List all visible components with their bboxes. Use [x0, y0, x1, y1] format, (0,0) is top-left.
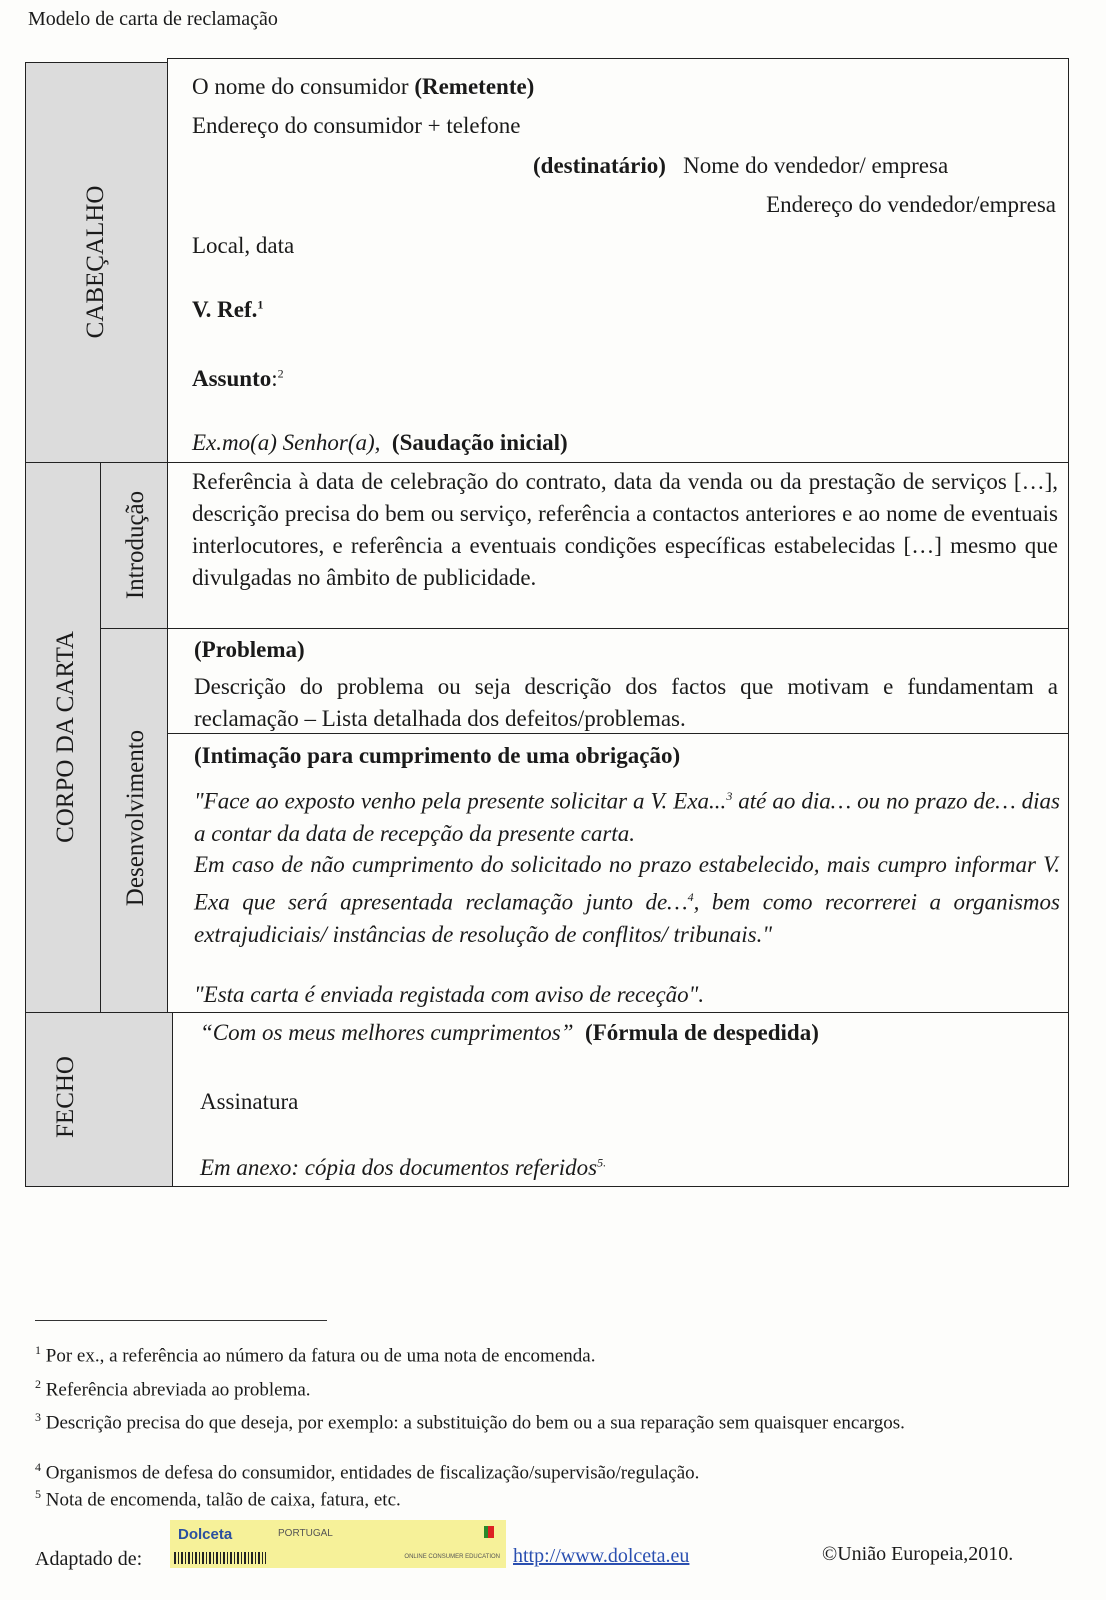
text: "Face ao exposto venho pela presente solicitar a V. Exa...: [194, 788, 727, 814]
section-introducao: [100, 462, 168, 629]
footnote-text: Referência abreviada ao problema.: [45, 1379, 311, 1401]
footnote: [35, 1460, 699, 1484]
subject-label: Assunto: [192, 366, 272, 391]
footnote-number: 2: [35, 1377, 41, 1391]
demand-paragraph-2: [194, 849, 1060, 951]
logo-subtitle: ONLINE CONSUMER EDUCATION: [404, 1554, 500, 1560]
footnote-ref: 3: [726, 789, 733, 803]
sender-address: Endereço do consumidor + telefone: [192, 113, 521, 138]
footnote-number: 1: [35, 1343, 41, 1357]
footnote-ref: 5.: [597, 1155, 607, 1170]
dolceta-link[interactable]: http://www.dolceta.eu: [513, 1545, 690, 1567]
footnote: [35, 1377, 311, 1401]
text: Em caso de não cumprimento do solicitado no prazo estabelecido, mais cumpro informar V. Exa que será apresentada reclamação junto de…: [194, 852, 1060, 915]
footnote-number: 4: [35, 1460, 41, 1474]
demand-heading: (Intimação para cumprimento de uma obrigação): [194, 743, 681, 768]
registered-note: "Esta carta é enviada registada com aviso de receção".: [194, 982, 705, 1007]
footnote-ref: 2: [277, 366, 284, 381]
section-desenvolvimento: [100, 628, 168, 1013]
intro-text: Referência à data de celebração do contrato, data da venda ou da prestação de serviços […], descrição precisa do bem ou serviço, referência a contactos anteriores e ao nome de eventuais interlocutores, e referência a eventuais condições específicas estabelecidas […] mesmo que divulgadas no âmbito de publicidade.: [192, 469, 1058, 590]
place-date: Local, data: [192, 233, 295, 258]
footnote-text: Nota de encomenda, talão de caixa, fatura, etc.: [45, 1489, 401, 1511]
recipient-tag: (destinatário): [533, 153, 666, 178]
section-fecho: [25, 1012, 173, 1187]
portugal-flag-icon: [484, 1526, 494, 1538]
sender-tag: (Remetente): [414, 74, 535, 99]
recipient-line: [533, 153, 948, 179]
demand-paragraph-1: [194, 780, 1060, 850]
footnote: [35, 1402, 1095, 1438]
greeting: Ex.mo(a) Senhor(a),: [192, 430, 381, 455]
barcode-icon: [174, 1552, 266, 1564]
copyright: ©União Europeia,2010.: [822, 1543, 1014, 1565]
recipient-name: Nome do vendedor/ empresa: [683, 153, 949, 178]
section-corpo: [25, 462, 102, 1013]
sender-name: O nome do consumidor: [192, 74, 409, 99]
section-label: Desenvolvimento: [122, 729, 149, 907]
annex-text: Em anexo: cópia dos documentos referidos: [200, 1155, 598, 1180]
footnote-ref: 1: [257, 297, 264, 312]
logo-country: PORTUGAL: [278, 1528, 333, 1539]
footnote-ref: 4: [687, 890, 694, 904]
footnote-text: Organismos de defesa do consumidor, entidades de fiscalização/supervisão/regulação.: [45, 1462, 700, 1484]
subject-line: Assunto:$^2$: [192, 366, 284, 391]
text: até ao dia… ou no prazo de… dias a contar da data de recepção da presente carta.: [194, 788, 1060, 846]
signature: Assinatura: [200, 1089, 299, 1114]
closing-formula: “Com os meus melhores cumprimentos”: [200, 1020, 574, 1045]
document-title: Modelo de carta de reclamação: [28, 8, 278, 30]
vref-line: [192, 297, 263, 323]
footnote: [35, 1343, 595, 1367]
section-label: FECHO: [52, 1056, 79, 1138]
section-label: Introdução: [122, 490, 149, 600]
problem-heading: (Problema): [194, 637, 305, 662]
logo-text: Dolceta: [178, 1526, 233, 1543]
section-cabecalho: [25, 62, 168, 463]
section-label: CABEÇALHO: [82, 185, 109, 339]
closing-line: [200, 1020, 819, 1046]
footnote-divider: [35, 1320, 327, 1321]
dolceta-logo: [170, 1520, 506, 1568]
annex-line: [200, 1155, 606, 1181]
footnote: [35, 1487, 401, 1511]
footnote-text: Por ex., a referência ao número da fatura ou de uma nota de encomenda.: [45, 1345, 596, 1367]
footnote-text: Descrição precisa do que deseja, por exemplo: a substituição do bem ou a sua reparação sem quaisquer encargos.: [45, 1412, 905, 1434]
greeting-line: [192, 430, 568, 456]
closing-tag: (Fórmula de despedida): [585, 1020, 819, 1045]
problem-text: Descrição do problema ou seja descrição dos factos que motivam e fundamentam a reclamação – Lista detalhada dos defeitos/problemas.: [194, 674, 1058, 731]
section-label: CORPO DA CARTA: [52, 631, 79, 843]
adapted-from: Adaptado de:: [35, 1548, 143, 1570]
greeting-tag: (Saudação inicial): [391, 430, 568, 455]
vref-label: V. Ref.: [192, 297, 258, 322]
footnote-number: 3: [35, 1410, 41, 1424]
recipient-address: Endereço do vendedor/empresa: [766, 192, 1056, 217]
sender-line: [192, 74, 534, 100]
footnote-number: 5: [35, 1487, 41, 1501]
text: , bem como recorrerei a organismos extrajudiciais/ instâncias de resolução de conflitos/ tribunais.": [194, 889, 1060, 947]
